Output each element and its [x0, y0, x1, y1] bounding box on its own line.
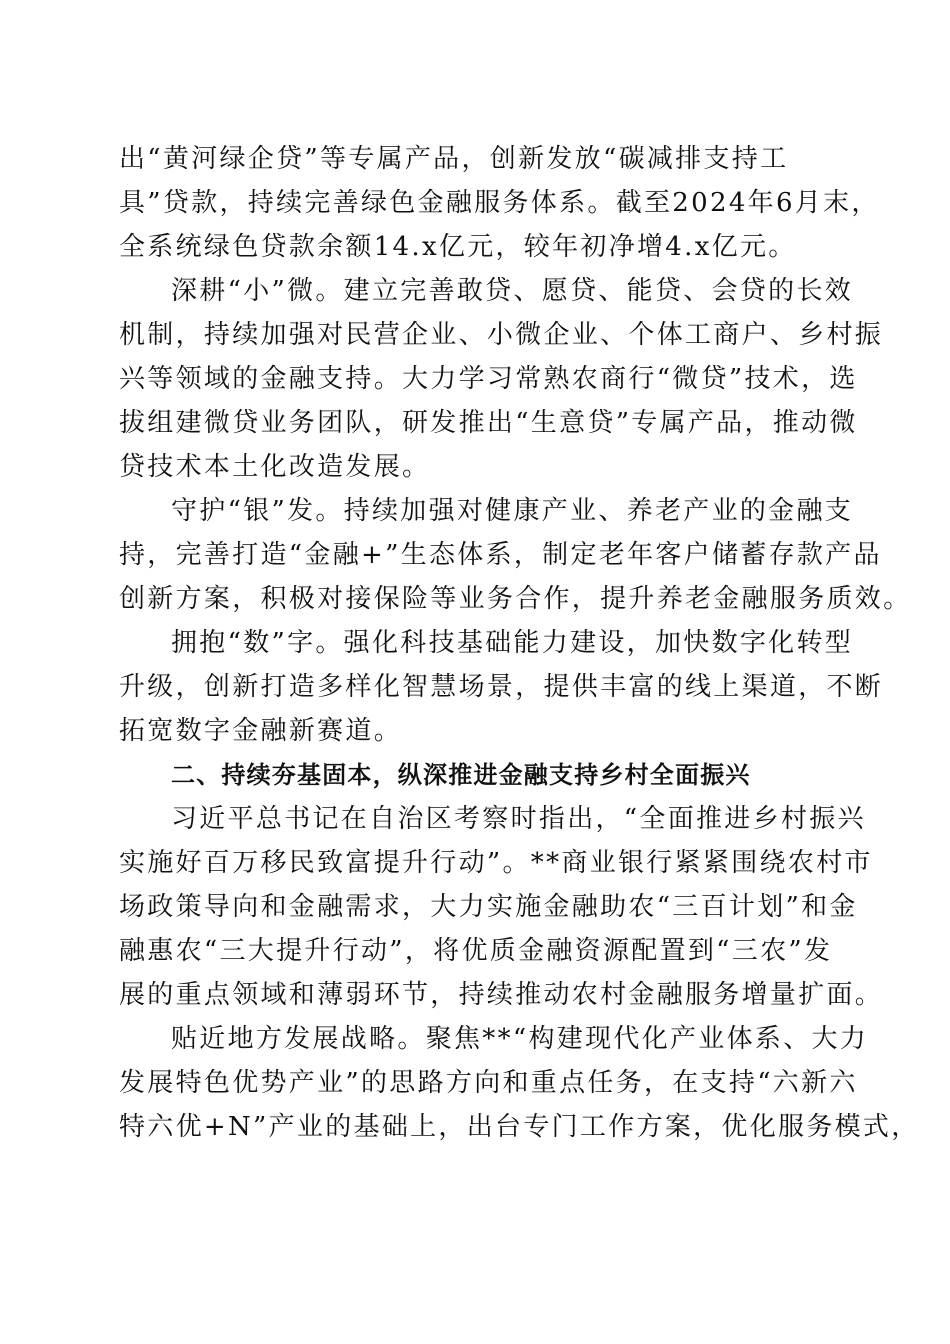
document-body — [119, 137, 920, 1149]
text-line: 实施好百万移民致富提升行动”。**商业银行紧紧围绕农村市 — [119, 848, 873, 878]
paragraph-silver-economy — [119, 489, 912, 621]
text-line: 出“黄河绿企贷”等专属产品，创新发放“碳减排支持工 — [119, 144, 789, 174]
paragraph-rural-revitalization — [119, 797, 884, 1017]
text-line: 守护“银”发。持续加强对健康产业、养老产业的金融支 — [171, 496, 854, 526]
paragraph-small-micro — [119, 269, 884, 489]
section-heading-text: 二、持续夯基固本，纵深推进金融支持乡村全面振兴 — [171, 761, 751, 789]
text-line: 全系统绿色贷款余额14.x亿元，较年初净增4.x亿元。 — [119, 232, 797, 262]
section-heading — [119, 753, 827, 797]
text-line: 深耕“小”微。建立完善敢贷、愿贷、能贷、会贷的长效 — [171, 276, 854, 306]
text-line: 贷技术本土化改造发展。 — [119, 452, 431, 482]
paragraph-digital — [119, 621, 884, 753]
text-line: 创新方案，积极对接保险等业务合作，提升养老金融服务质效。 — [119, 584, 912, 614]
text-line: 场政策导向和金融需求，大力实施金融助农“三百计划”和金 — [119, 892, 858, 922]
text-line: 融惠农“三大提升行动”，将优质金融资源配置到“三农”发 — [119, 936, 833, 966]
text-line: 拓宽数字金融新赛道。 — [119, 716, 403, 746]
text-line: 拥抱“数”字。强化科技基础能力建设，加快数字化转型 — [171, 628, 854, 658]
text-line: 升级，创新打造多样化智慧场景，提供丰富的线上渠道，不断 — [119, 672, 884, 702]
text-line: 特六优+N”产业的基础上，出台专门工作方案，优化服务模式， — [119, 1112, 920, 1142]
text-line: 发展特色优势产业”的思路方向和重点任务，在支持“六新六 — [119, 1068, 858, 1098]
text-line: 机制，持续加强对民营企业、小微企业、个体工商户、乡村振 — [119, 320, 884, 350]
paragraph-green-finance-continued — [119, 137, 880, 269]
text-line: 习近平总书记在自治区考察时指出，“全面推进乡村振兴 — [171, 804, 866, 834]
paragraph-local-strategy — [119, 1017, 920, 1149]
text-line: 贴近地方发展战略。聚焦**“构建现代化产业体系、大力 — [171, 1024, 869, 1054]
text-line: 具”贷款，持续完善绿色金融服务体系。截至2024年6月末， — [119, 188, 880, 218]
text-line: 拔组建微贷业务团队，研发推出“生意贷”专属产品，推动微 — [119, 408, 858, 438]
text-line: 展的重点领域和薄弱环节，持续推动农村金融服务增量扩面。 — [119, 980, 884, 1010]
text-line: 持，完善打造“金融+”生态体系，制定老年客户储蓄存款产品 — [119, 540, 882, 570]
text-line: 兴等领域的金融支持。大力学习常熟农商行“微贷”技术，选 — [119, 364, 858, 394]
